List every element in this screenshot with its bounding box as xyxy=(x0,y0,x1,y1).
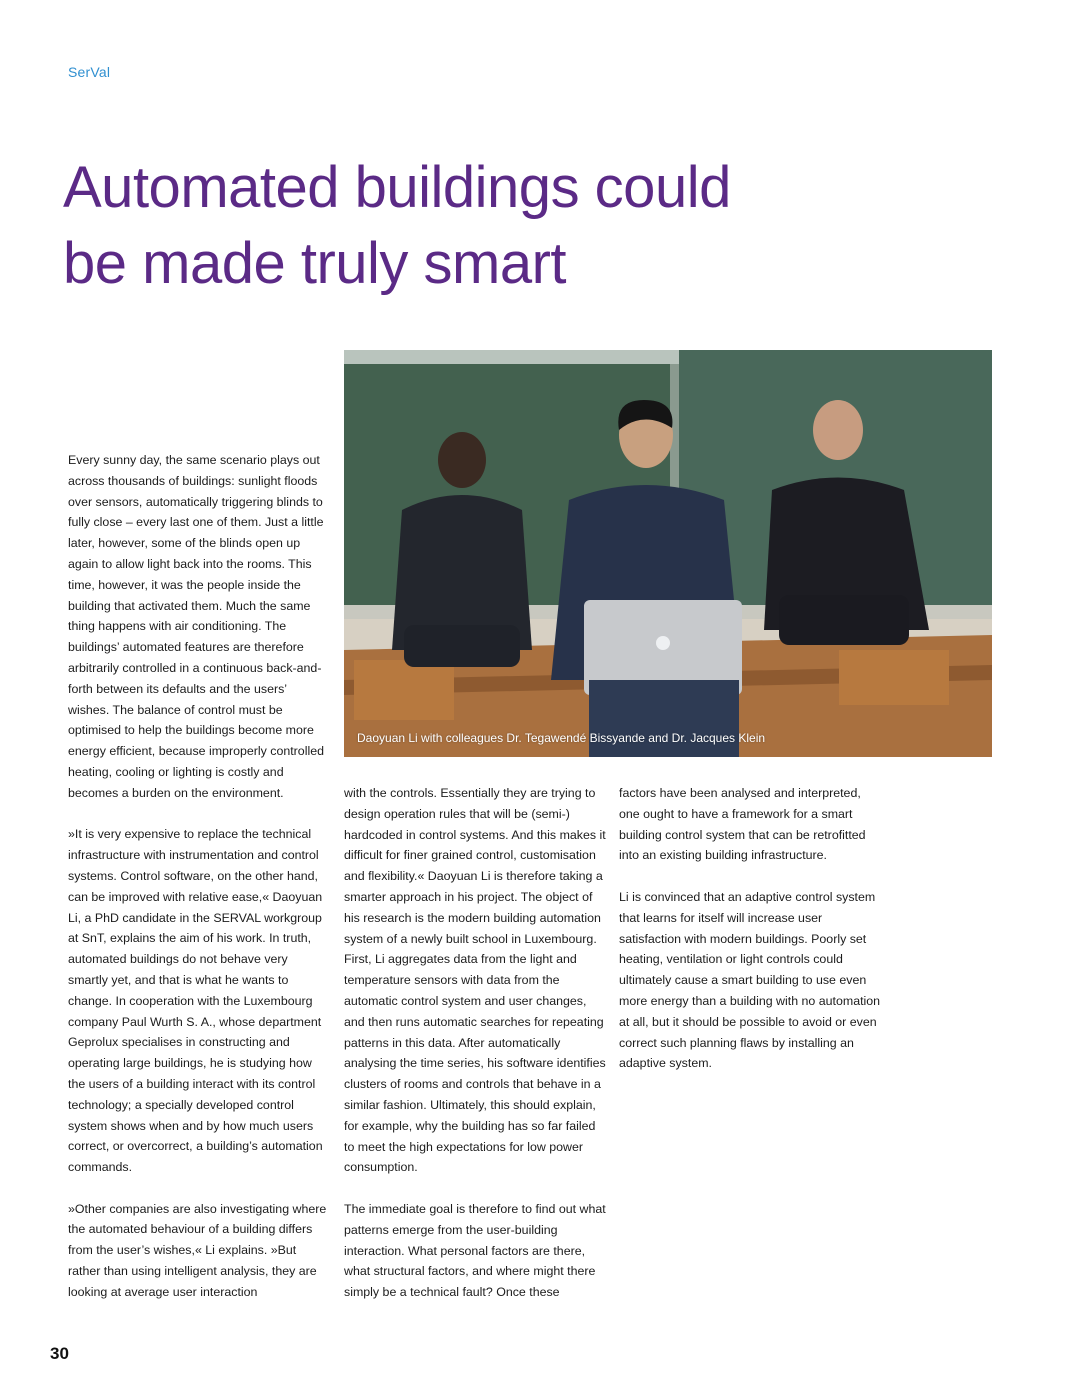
paragraph: »It is very expensive to replace the technical infrastructure with instrumentation and control systems. Control software, on the other hand, can be improved with relative ease,« Daoyuan Li, a PhD candidate in the SERVAL workgroup at SnT, explains the aim of his work. In truth, automated buildings do not behave very smartly yet, and that is what he wants to change. In cooperation with the Luxembourg company Paul Wurth S. A., whose department Geprolux specialises in constructing and operating large buildings, he is studying how the users of a building interact with its control technology; a specially developed control system shows when and by how much users correct, or overcorrect, a building’s automation commands. xyxy=(68,827,323,1175)
text-column-3 xyxy=(619,783,881,1095)
paragraph: with the controls. Essentially they are trying to design operation rules that will be (semi-) hardcoded in control systems. And this makes it difficult for finer grained control, customisation and flexibility.« Daoyuan Li is therefore taking a smarter approach in his project. The object of his research is the modern building automation system of a newly built school in Luxembourg. First, Li aggregates data from the light and temperature sensors with data from the automatic control system and user changes, and then runs automatic searches for repeating patterns in this data. After automatically analysing the time series, his software identifies clusters of rooms and controls that behave in a similar fashion. Ultimately, this should explain, for example, why the building has so far failed to meet the high expectations for low power consumption. xyxy=(344,786,606,1175)
text-column-1 xyxy=(68,450,330,1323)
paragraph: »Other companies are also investigating where the automated behaviour of a building differs from the user’s wishes,« Li explains. »But rather than using intelligent analysis, they are looking at average user interaction xyxy=(68,1201,327,1299)
photo-caption: Daoyuan Li with colleagues Dr. Tegawendé Bissyande and Dr. Jacques Klein xyxy=(357,731,766,745)
photo-illustration xyxy=(344,350,992,757)
article-title-line-1: Automated buildings could xyxy=(63,155,731,220)
page-number: 30 xyxy=(50,1344,69,1363)
paragraph: The immediate goal is therefore to find out what patterns emerge from the user-building interaction. What personal factors are there, what structural factors, and where might there simply be a technical fault? Once these xyxy=(344,1201,606,1300)
article-title-line-2: be made truly smart xyxy=(63,231,567,296)
article-title xyxy=(63,150,823,302)
paragraph: factors have been analysed and interpreted, one ought to have a framework for a smart building control system that can be retrofitted into an existing building infrastructure. xyxy=(619,786,866,863)
article-photo xyxy=(344,350,992,757)
section-tag: SerVal xyxy=(68,64,111,80)
text-column-2 xyxy=(344,783,606,1324)
paragraph: Every sunny day, the same scenario plays out across thousands of buildings: sunlight floods over sensors, automatically triggering blinds to fully close – every last one of them. Just a little later, however, some of the blinds open up again to allow light back into the rooms. This time, however, it was the people inside the building that activated them. Much the same thing happens with air conditioning. The buildings’ automated features are therefore arbitrarily controlled in a continuous back-and-forth between its defaults and the users’ wishes. The balance of control must be optimised to help the buildings become more energy efficient, because improperly controlled heating, cooling or lighting is costly and becomes a burden on the environment. xyxy=(68,453,324,800)
paragraph: Li is convinced that an adaptive control system that learns for itself will increase user satisfaction with modern buildings. Poorly set heating, ventilation or light controls could ultimately cause a smart building to use even more energy than a building with no automation at all, but it should be possible to avoid or even correct such planning flaws by installing an adaptive system. xyxy=(619,889,881,1071)
